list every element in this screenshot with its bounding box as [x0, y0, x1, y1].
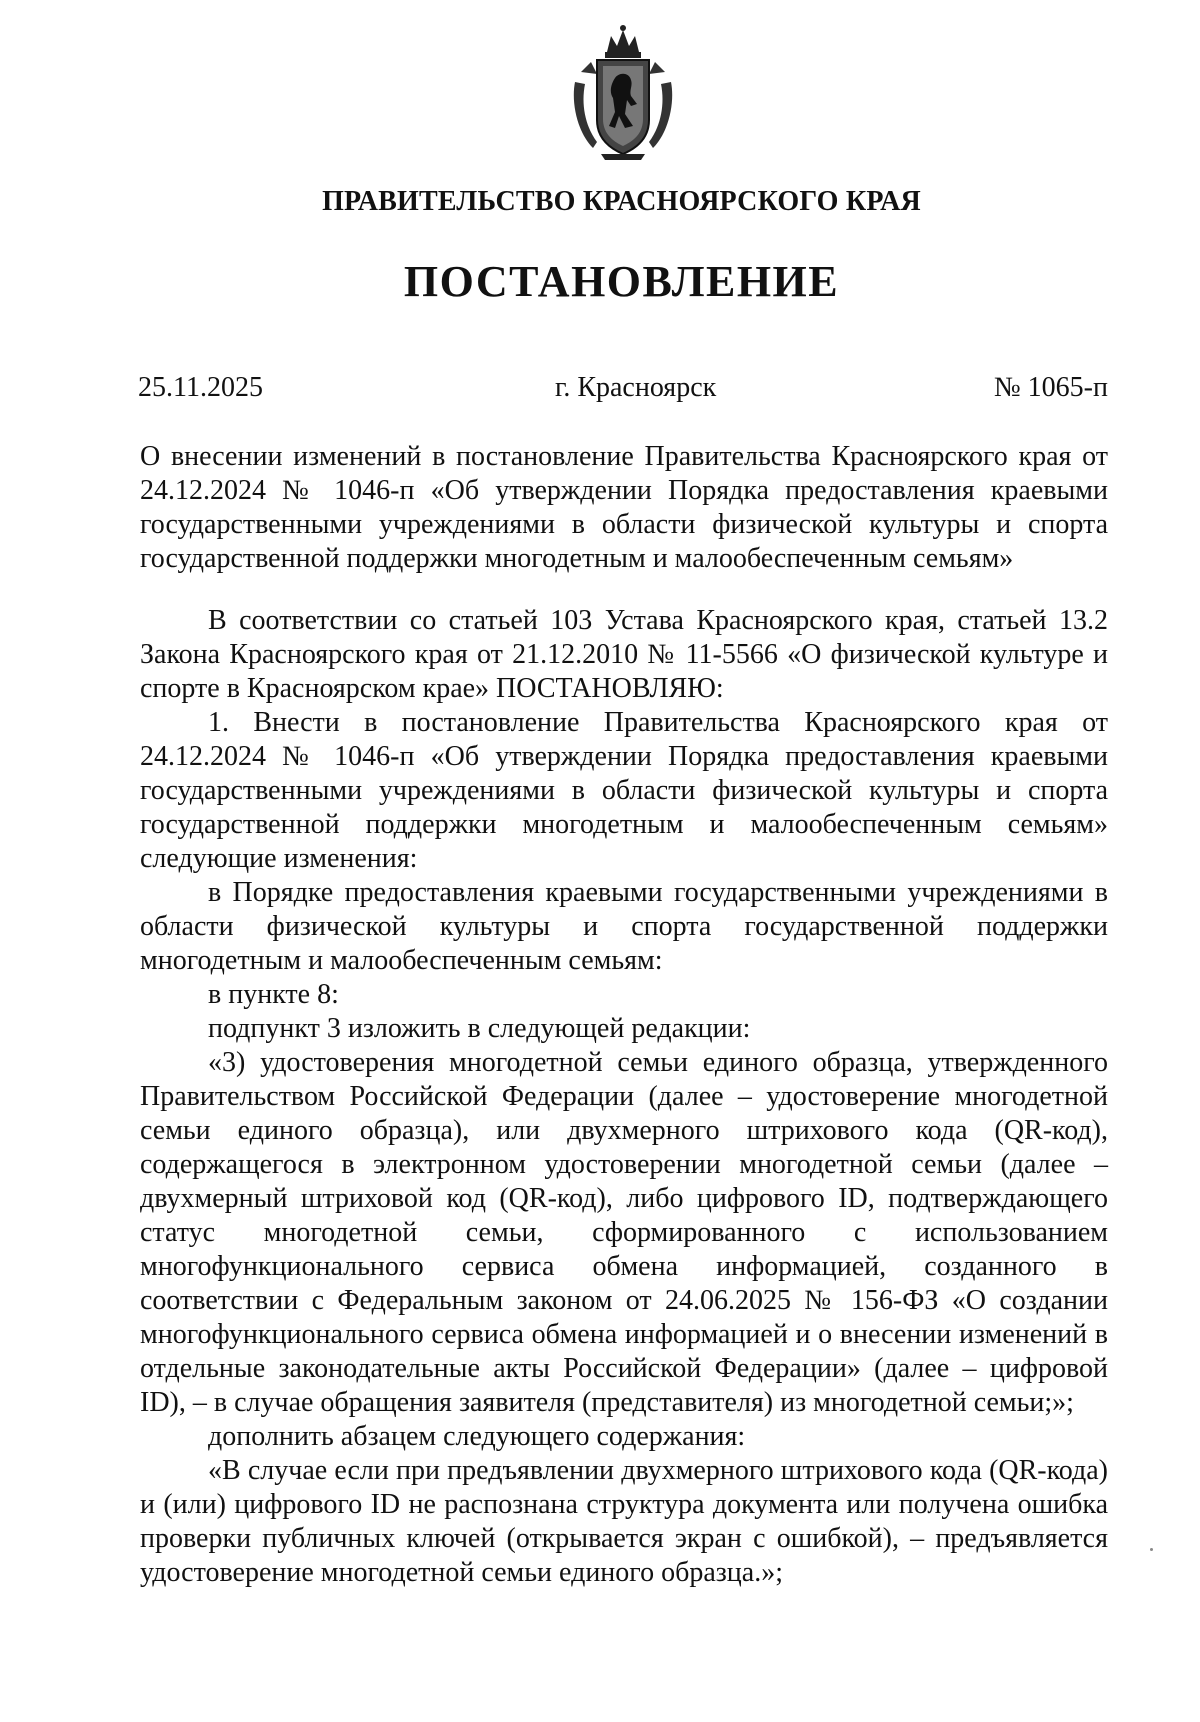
paragraph: в пункте 8:	[208, 979, 339, 1010]
document-number: № 1065-п	[993, 372, 1108, 403]
coat-of-arms-icon	[567, 22, 679, 162]
scan-speck	[1150, 1548, 1153, 1551]
paragraph: В соответствии со статьей 103 Устава Красноярского края, статьей 13.2 Закона Красноярского края от 21.12.2010 № 11-5566 «О физической культуре и спорте в Красноярском крае» ПОСТАНОВЛЯЮ:	[140, 605, 1108, 704]
paragraph: дополнить абзацем следующего содержания:	[208, 1421, 746, 1452]
paragraph: «3) удостоверения многодетной семьи единого образца, утвержденного Правительством Российской Федерации (далее – удостоверение многодетной семьи единого образца), или двухмерного штрихового кода (QR-код), содержащегося в электронном удостоверении многодетной семьи (далее – двухмерный штриховой код (QR-код), либо цифрового ID, подтверждающего статус многодетной семьи, сформированного с использованием многофункционального сервиса обмена информацией, созданного в соответствии с Федеральным законом от 24.06.2025 № 156-ФЗ «О создании многофункционального сервиса обмена информацией и о внесении изменений в отдельные законодательные акты Российской Федерации» (далее – цифровой ID), – в случае обращения заявителя (представителя) из многодетной семьи;»;	[140, 1047, 1108, 1418]
document-date: 25.11.2025	[138, 372, 263, 403]
document-city: г. Красноярск	[555, 372, 717, 403]
paragraph: 1. Внести в постановление Правительства Красноярского края от 24.12.2024 № 1046-п «Об утверждении Порядка предоставления краевыми государственными учреждениями в области физической культуры и спорта государственной поддержки многодетным и малообеспеченным семьям» следующие изменения:	[140, 707, 1108, 874]
paragraph: «В случае если при предъявлении двухмерного штрихового кода (QR-кода) и (или) цифрового ID не распознана структура документа или получена ошибка проверки публичных ключей (открывается экран с ошибкой), – предъявляется удостоверение многодетной семьи единого образца.»;	[140, 1455, 1108, 1588]
paragraph: подпункт 3 изложить в следующей редакции:	[208, 1013, 751, 1044]
paragraph: в Порядке предоставления краевыми государственными учреждениями в области физической культуры и спорта государственной поддержки многодетным и малообеспеченным семьям:	[140, 877, 1108, 976]
document-subject: О внесении изменений в постановление Правительства Красноярского края от 24.12.2024 № 1046-п «Об утверждении Порядка предоставления краевыми государственными учреждениями в области физической культуры и спорта государственной поддержки многодетным и малообеспеченным семьям»	[140, 441, 1108, 574]
document-type-title: ПОСТАНОВЛЕНИЕ	[403, 257, 840, 306]
organization-title: ПРАВИТЕЛЬСТВО КРАСНОЯРСКОГО КРАЯ	[322, 186, 921, 217]
document-body	[140, 604, 1108, 1590]
